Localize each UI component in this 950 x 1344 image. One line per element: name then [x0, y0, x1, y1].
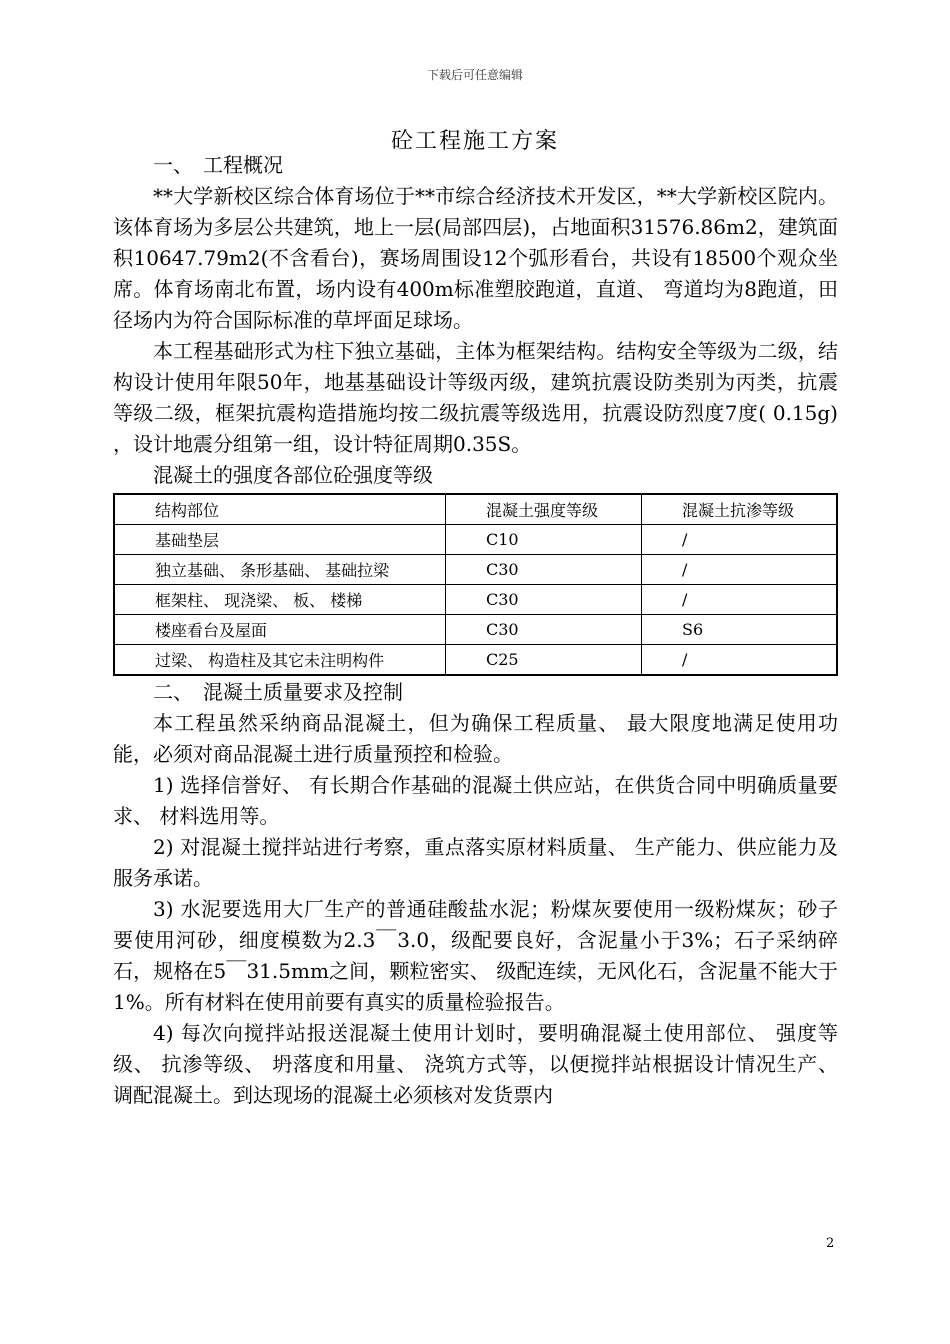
table-cell: C30	[446, 555, 642, 585]
table-header-cell: 混凝土强度等级	[446, 494, 642, 525]
table-cell: 基础垫层	[114, 525, 446, 555]
table-row	[114, 525, 837, 555]
table-row	[114, 585, 837, 615]
paragraph: 本工程基础形式为柱下独立基础，主体为框架结构。结构安全等级为二级，结构设计使用年限50年，地基基础设计等级丙级，建筑抗震设防类别为丙类，抗震等级二级，框架抗震构造措施均按二级抗震等级选用，抗震设防烈度7度( 0.15g) ，设计地震分组第一组，设计特征周期0.35S。	[113, 339, 838, 456]
table-row	[114, 555, 837, 585]
table-cell: C10	[446, 525, 642, 555]
paragraph: 1) 选择信誉好、 有长期合作基础的混凝土供应站，在供货合同中明确质量要求、 材料选用等。	[113, 773, 838, 828]
table-header-row	[114, 494, 837, 525]
table-header-cell: 混凝土抗渗等级	[642, 494, 838, 525]
table-cell: C25	[446, 645, 642, 676]
paragraph: 2) 对混凝土搅拌站进行考察，重点落实原材料质量、 生产能力、供应能力及服务承诺。	[113, 835, 838, 890]
table-cell: /	[642, 525, 838, 555]
paragraph: 4) 每次向搅拌站报送混凝土使用计划时，要明确混凝土使用部位、 强度等级、 抗渗等级、 坍落度和用量、 浇筑方式等，以便搅拌站根据设计情况生产、 调配混凝土。到达现场的混凝土必须核对发货票内	[113, 1021, 838, 1107]
section-heading-1: 一、 工程概况	[153, 153, 283, 177]
table-cell: 框架柱、 现浇梁、 板、 楼梯	[114, 585, 446, 615]
table-cell: 独立基础、 条形基础、 基础拉梁	[114, 555, 446, 585]
table-cell: 楼座看台及屋面	[114, 615, 446, 645]
section-heading-2: 二、 混凝土质量要求及控制	[153, 680, 403, 704]
document-title: 砼工程施工方案	[390, 129, 559, 154]
table-caption: 混凝土的强度各部位砼强度等级	[153, 463, 433, 487]
table-cell: S6	[642, 615, 838, 645]
document-body	[113, 150, 838, 1111]
paragraph: **大学新校区综合体育场位于**市综合经济技术开发区，**大学新校区院内。该体育场为多层公共建筑，地上一层(局部四层)，占地面积31576.86m2，建筑面积10647.79m2(不含看台)，赛场周围设12个弧形看台，共设有18500个观众坐席。体育场南北布置，场内设有400m标准塑胶跑道，直道、 弯道均为8跑道，田径场内为符合国际标准的草坪面足球场。	[113, 184, 838, 332]
table-cell: 过梁、 构造柱及其它未注明构件	[114, 645, 446, 676]
table-row	[114, 615, 837, 645]
table-cell: /	[642, 645, 838, 676]
table-cell: C30	[446, 585, 642, 615]
table-cell: C30	[446, 615, 642, 645]
page-number: 2	[826, 1236, 835, 1251]
table-cell: /	[642, 585, 838, 615]
table-header-cell: 结构部位	[114, 494, 446, 525]
concrete-grade-table	[113, 493, 838, 676]
paragraph: 3) 水泥要选用大厂生产的普通硅酸盐水泥；粉煤灰要使用一级粉煤灰；砂子要使用河砂，细度模数为2.3￣3.0，级配要良好，含泥量小于3%；石子采纳碎石，规格在5￣31.5mm之间，颗粒密实、 级配连续，无风化石，含泥量不能大于1%。所有材料在使用前要有真实的质量检验报告。	[113, 897, 838, 1014]
table-row	[114, 645, 837, 676]
paragraph: 本工程虽然采纳商品混凝土，但为确保工程质量、 最大限度地满足使用功能，必须对商品混凝土进行质量预控和检验。	[113, 711, 838, 766]
table-cell: /	[642, 555, 838, 585]
page-header: 下载后可任意编辑	[426, 68, 523, 82]
